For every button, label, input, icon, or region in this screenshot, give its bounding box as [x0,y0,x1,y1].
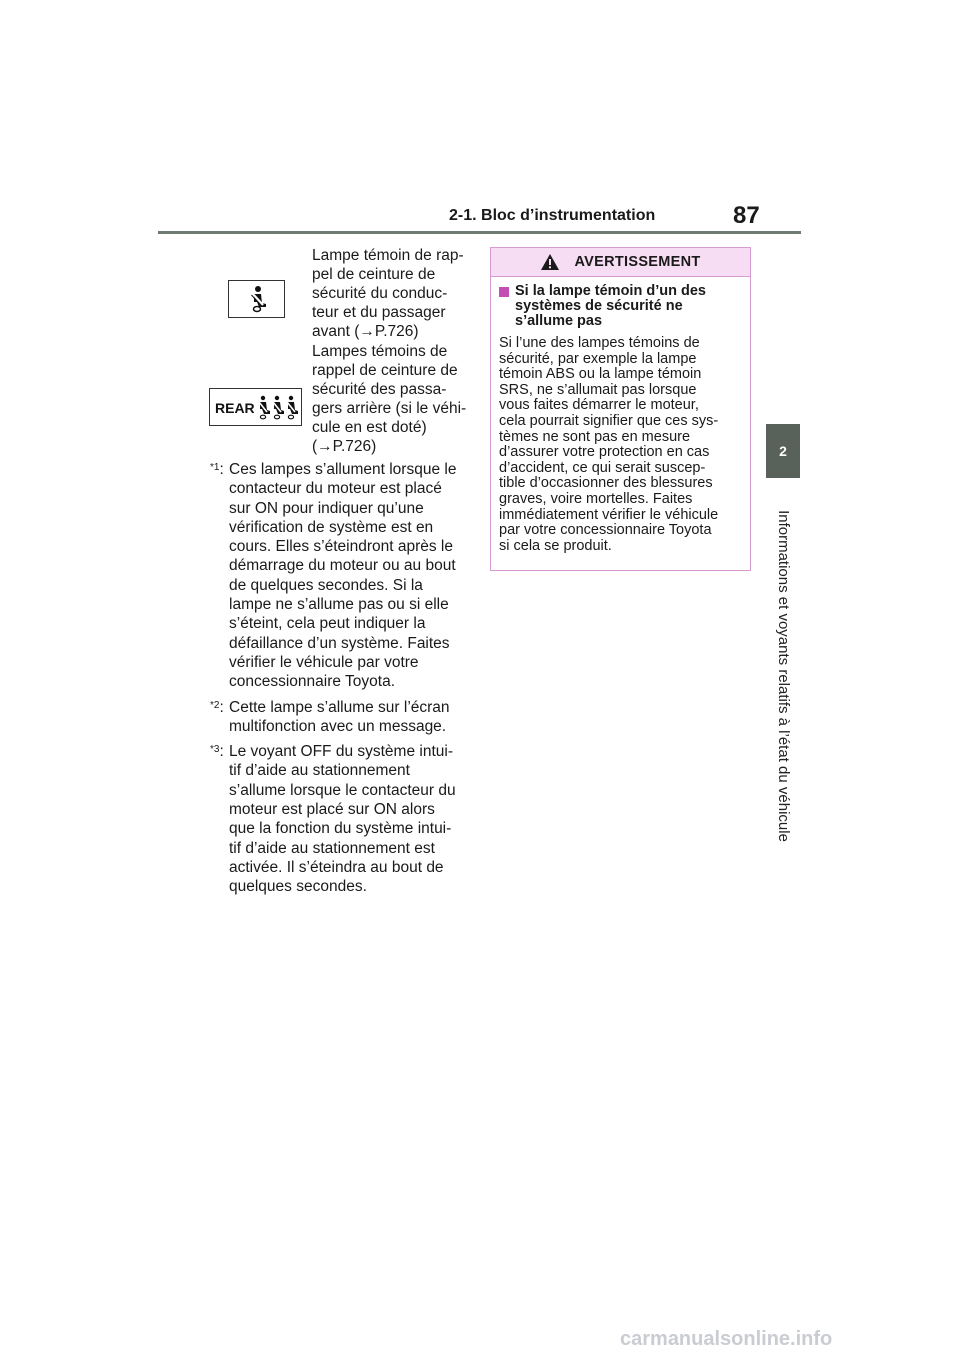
rear-seatbelt-lamp-description: Lampes témoins de rappel de ceinture de sécurité des passa- gers arrière (si le véhi- cule en est doté) (→P.726) [312,343,467,455]
warning-triangle-icon [540,253,560,271]
page-number: 87 [733,202,760,229]
chapter-number: 2 [779,443,787,459]
warning-box [490,247,751,571]
warning-text: Si l’une des lampes témoins de sécurité, par exemple la lampe témoin ABS ou la lampe témoin SRS, ne s’allumait pas lorsque vous faites démarrer le moteur, cela pourrait signifier que ces sys- tèmes ne sont pas en mesure d’assurer votre protection en cas d’accident, ce qui serait suscep- tible d’occasionner des blessures graves, voire mortelles. Faites immédiatement vérifier le véhicule par votre concessionnaire Toyota si cela se produit. [499,335,719,554]
footnote-2: $^{*2}$: Cette lampe s’allume sur l’écran multifonction avec un message. [210,698,450,735]
warning-body [491,277,750,554]
rear-seatbelt-reminder-icon [209,388,302,426]
warning-header [491,248,750,277]
warning-title: AVERTISSEMENT [574,254,701,270]
footnote-1: $^{*1}$: Ces lampes s’allument lorsque le contacteur du moteur est placé sur ON pour indiquer qu’une vérification de système est en cours. Elles s’éteindront après le démarrage du moteur ou au bout de quelques secondes. Si la lampe ne s’allume pas ou si elle s’éteint, cela peut indiquer la défaillance d’un système. Faites vérifier le véhicule par votre concessionnaire Toyota. [210,461,457,691]
rear-icon-label: REAR [214,400,255,416]
footnote-text: Le voyant OFF du système intui- tif d’aide au stationnement s’allume lorsque le contacteur du moteur est placé sur ON alors que la fonction du système intui- tif d’aide au stationnement est activée. Il s’éteindra au bout de quelques secondes. [229,743,456,896]
watermark: carmanualsonline.info [620,1328,833,1350]
warning-heading-text: Si la lampe témoin d’un des systèmes de sécurité ne s’allume pas [515,283,706,329]
footnotes [210,460,472,903]
footnote-text: Ces lampes s’allument lorsque le contacteur du moteur est placé sur ON pour indiquer qu’une vérification de système est en cours. Elles s’éteindront après le démarrage du moteur ou au bout de quelques secondes. Si la lampe ne s’allume pas ou si elle s’éteint, cela peut indiquer la défaillance d’un système. Faites vérifier le véhicule par votre concessionnaire Toyota. [229,461,457,691]
footnote-3: $^{*3}$: Le voyant OFF du système intui- tif d’aide au stationnement s’allume lorsque le contacteur du moteur est placé sur ON alors que la fonction du système intui- tif d’aide au stationnement est activée. Il s’éteindra au bout de quelques secondes. [210,743,456,896]
footnote-text: Cette lampe s’allume sur l’écran multifonction avec un message. [229,698,450,735]
driver-seatbelt-lamp-description: Lampe témoin de rap- pel de ceinture de sécurité du conduc- teur et du passager avant (→P.726) [312,247,464,340]
footnote-mark: *2 [210,699,220,711]
square-bullet-icon [499,287,509,297]
chapter-title: Informations et voyants relatifs à l’état du véhicule [775,510,792,842]
header-rule [158,231,801,234]
seatbelt-reminder-icon [228,280,285,318]
warning-heading [499,284,742,329]
section-title: 2-1. Bloc d’instrumentation [449,207,656,224]
footnote-mark: *3 [210,744,220,756]
footnote-mark: *1 [210,462,220,473]
